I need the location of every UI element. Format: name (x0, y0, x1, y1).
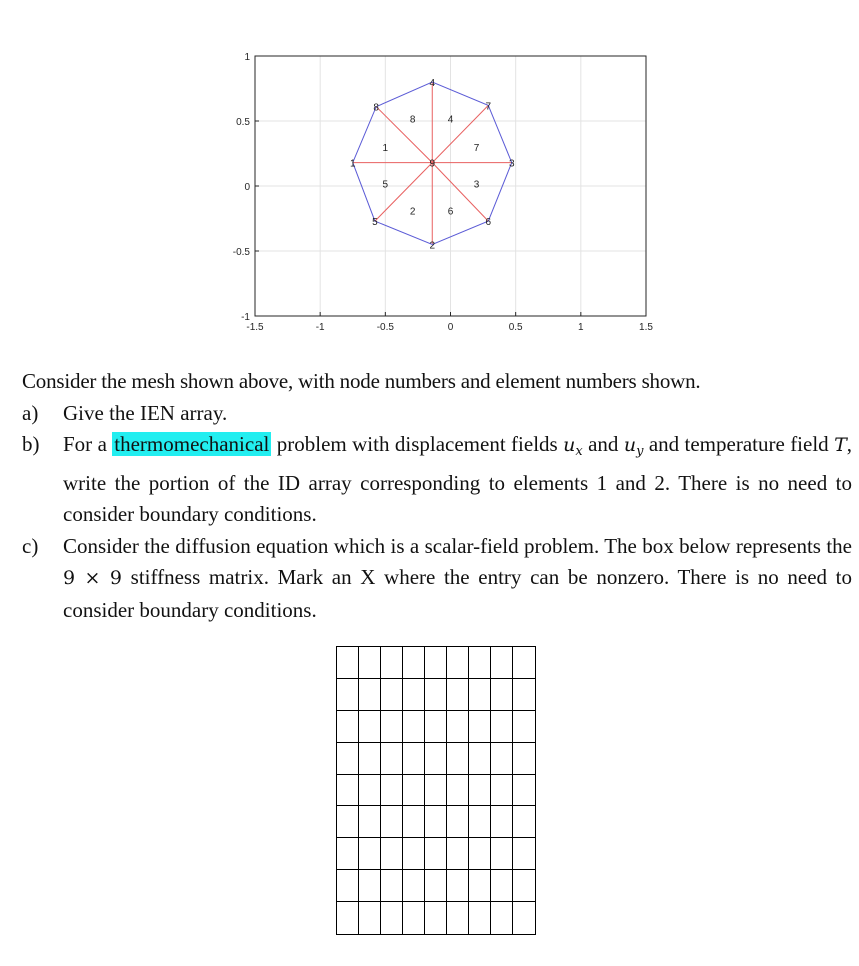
matrix-cell[interactable] (491, 743, 513, 775)
part-b (22, 429, 852, 531)
part-b-label: b) (22, 432, 40, 456)
part-c-label: c) (22, 533, 39, 558)
matrix-cell[interactable] (337, 743, 359, 775)
part-b-post: , write the portion of the ID array corresponding to elements 1 and 2. There is no need to consider boundary conditions. (63, 432, 852, 526)
stiffness-matrix-grid[interactable] (336, 646, 536, 935)
node-label: 9 (429, 158, 436, 170)
matrix-cell[interactable] (447, 647, 469, 679)
matrix-cell[interactable] (447, 775, 469, 807)
matrix-cell[interactable] (425, 838, 447, 870)
matrix-cell[interactable] (447, 711, 469, 743)
x-tick-label: 1 (578, 322, 584, 333)
matrix-cell[interactable] (337, 870, 359, 902)
node-label: 4 (429, 78, 436, 89)
matrix-cell[interactable] (491, 870, 513, 902)
part-b-temp: and temperature field (648, 432, 829, 456)
matrix-cell[interactable] (403, 647, 425, 679)
matrix-cell[interactable] (337, 902, 359, 934)
matrix-cell[interactable] (381, 838, 403, 870)
matrix-cell[interactable] (513, 711, 535, 743)
matrix-cell[interactable] (513, 775, 535, 807)
matrix-cell[interactable] (447, 838, 469, 870)
mesh-figure (0, 0, 859, 345)
matrix-cell[interactable] (513, 679, 535, 711)
problem-statement (22, 366, 852, 626)
matrix-cell[interactable] (447, 743, 469, 775)
matrix-cell[interactable] (469, 870, 491, 902)
matrix-cell[interactable] (403, 711, 425, 743)
part-c-post: stiffness matrix. Mark an X where the entry can be nonzero. There is no need to consider boundary conditions. (63, 565, 853, 622)
matrix-cell[interactable] (359, 806, 381, 838)
y-tick-label: 0 (244, 182, 250, 193)
matrix-cell[interactable] (425, 806, 447, 838)
matrix-cell[interactable] (425, 679, 447, 711)
element-label: 8 (409, 114, 416, 126)
matrix-cell[interactable] (359, 775, 381, 807)
matrix-cell[interactable] (359, 647, 381, 679)
node-label: 6 (485, 217, 492, 229)
matrix-cell[interactable] (469, 743, 491, 775)
matrix-cell[interactable] (403, 743, 425, 775)
matrix-cell[interactable] (359, 743, 381, 775)
x-tick-label: 0.5 (508, 322, 523, 333)
matrix-cell[interactable] (337, 806, 359, 838)
node-label: 1 (349, 158, 356, 170)
matrix-cell[interactable] (447, 679, 469, 711)
matrix-cell[interactable] (381, 870, 403, 902)
part-b-mid: problem with displacement fields (276, 432, 558, 456)
math-uy: $u_y$ (623, 434, 644, 459)
x-tick-label: -0.5 (376, 322, 394, 333)
element-label: 5 (382, 179, 389, 191)
matrix-cell[interactable] (359, 902, 381, 934)
matrix-cell[interactable] (403, 838, 425, 870)
matrix-cell[interactable] (491, 838, 513, 870)
matrix-cell[interactable] (359, 711, 381, 743)
part-c (22, 531, 852, 627)
part-a-label: a) (22, 400, 39, 425)
matrix-cell[interactable] (469, 806, 491, 838)
matrix-cell[interactable] (447, 870, 469, 902)
matrix-cell[interactable] (447, 902, 469, 934)
node-label: 5 (372, 217, 378, 229)
part-a-text: Give the IEN array. (63, 400, 228, 425)
matrix-cell[interactable] (359, 838, 381, 870)
element-label: 6 (447, 206, 454, 218)
x-tick-label: 0 (447, 322, 454, 333)
matrix-cell[interactable] (513, 838, 535, 870)
matrix-cell[interactable] (469, 902, 491, 934)
matrix-cell[interactable] (403, 806, 425, 838)
node-label: 3 (508, 158, 515, 170)
matrix-dims: 9 × 9 (63, 567, 122, 589)
matrix-cell[interactable] (447, 806, 469, 838)
matrix-cell[interactable] (425, 775, 447, 807)
y-tick-label: 1 (244, 52, 250, 63)
matrix-cell[interactable] (381, 775, 403, 807)
matrix-cell[interactable] (359, 870, 381, 902)
matrix-cell[interactable] (337, 838, 359, 870)
element-label: 7 (473, 143, 480, 154)
matrix-cell[interactable] (403, 870, 425, 902)
matrix-cell[interactable] (337, 711, 359, 743)
y-tick-label: 0.5 (236, 117, 250, 128)
matrix-cell[interactable] (491, 647, 513, 679)
x-tick-label: -1 (315, 322, 325, 333)
matrix-cell[interactable] (469, 647, 491, 679)
matrix-cell[interactable] (513, 902, 535, 934)
math-ux: $u_x$ (563, 434, 583, 459)
matrix-cell[interactable] (491, 679, 513, 711)
node-label: 8 (373, 102, 379, 114)
matrix-cell[interactable] (425, 743, 447, 775)
matrix-cell[interactable] (469, 711, 491, 743)
x-tick-label: 1.5 (639, 322, 653, 333)
matrix-cell[interactable] (381, 806, 403, 838)
math-T: T (834, 434, 847, 456)
matrix-cell[interactable] (469, 775, 491, 807)
node-label: 7 (485, 101, 492, 113)
matrix-cell[interactable] (381, 902, 403, 934)
matrix-cell[interactable] (337, 647, 359, 679)
element-label: 4 (447, 114, 454, 126)
matrix-cell[interactable] (381, 647, 403, 679)
element-label: 1 (382, 143, 389, 154)
matrix-cell[interactable] (491, 775, 513, 807)
matrix-cell[interactable] (469, 679, 491, 711)
matrix-cell[interactable] (491, 902, 513, 934)
highlighted-term: thermomechanical (114, 432, 270, 456)
matrix-cell[interactable] (491, 806, 513, 838)
matrix-cell[interactable] (359, 679, 381, 711)
matrix-cell[interactable] (381, 711, 403, 743)
matrix-cell[interactable] (381, 679, 403, 711)
element-label: 2 (409, 206, 416, 218)
matrix-cell[interactable] (425, 711, 447, 743)
matrix-cell[interactable] (513, 870, 535, 902)
y-tick-label: -1 (241, 312, 250, 323)
matrix-cell[interactable] (491, 711, 513, 743)
matrix-cell[interactable] (337, 775, 359, 807)
matrix-cell[interactable] (425, 870, 447, 902)
matrix-cell[interactable] (469, 838, 491, 870)
matrix-cell[interactable] (513, 647, 535, 679)
matrix-cell[interactable] (381, 743, 403, 775)
mesh-plot (0, 0, 859, 345)
matrix-cell[interactable] (425, 902, 447, 934)
matrix-cell[interactable] (513, 743, 535, 775)
part-a (22, 398, 852, 430)
matrix-cell[interactable] (337, 679, 359, 711)
matrix-cell[interactable] (403, 679, 425, 711)
part-c-pre: Consider the diffusion equation which is a scalar-field problem. The box below represents the (63, 533, 852, 558)
part-b-and: and (588, 432, 619, 456)
matrix-cell[interactable] (403, 902, 425, 934)
element-label: 3 (473, 179, 480, 191)
problem-intro: Consider the mesh shown above, with node numbers and element numbers shown. (22, 369, 701, 393)
matrix-cell[interactable] (513, 806, 535, 838)
x-tick-label: -1.5 (246, 322, 264, 333)
node-label: 2 (429, 240, 436, 252)
matrix-cell[interactable] (403, 775, 425, 807)
y-tick-label: -0.5 (232, 247, 250, 258)
matrix-cell[interactable] (425, 647, 447, 679)
part-b-pre: For a (63, 432, 107, 456)
